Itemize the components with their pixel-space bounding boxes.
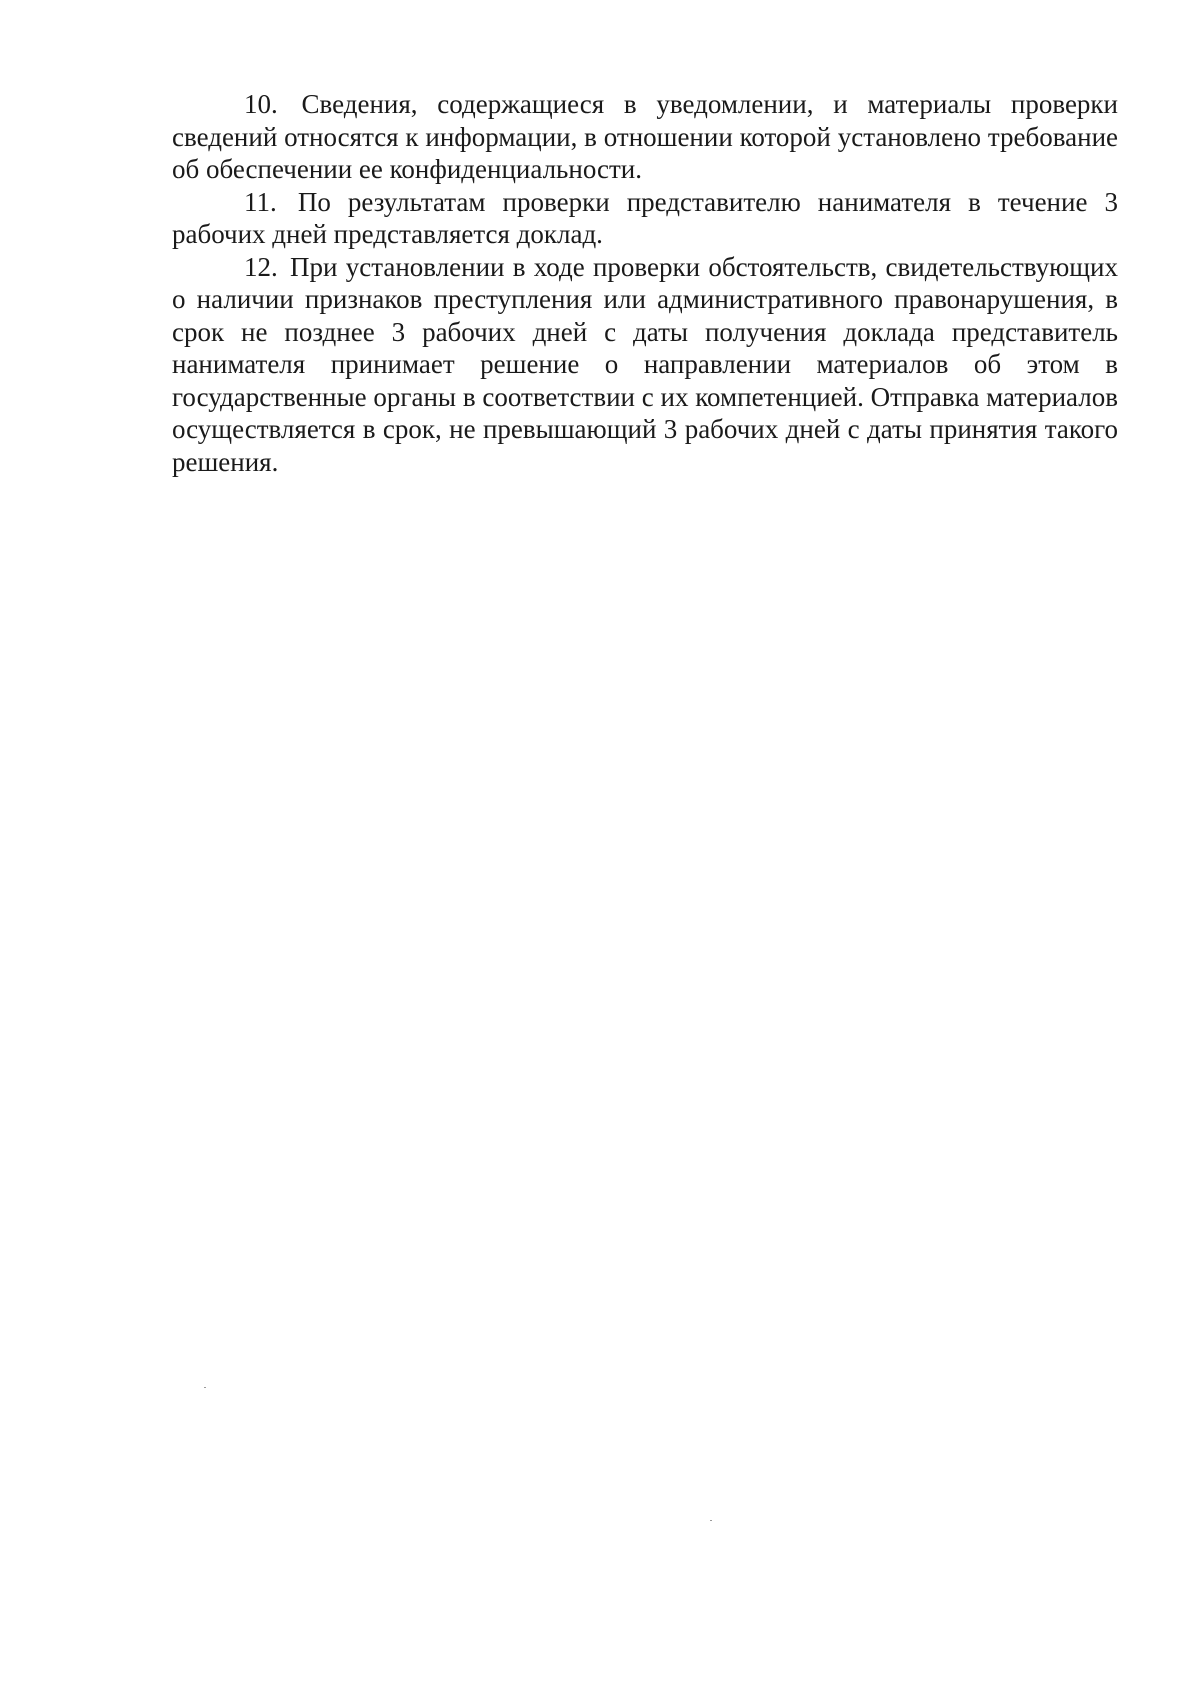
paragraph-number: 10.: [244, 89, 278, 119]
paragraph-11: [172, 186, 1118, 251]
document-body: [172, 88, 1118, 478]
paragraph-text: По результатам проверки представителю нанимателя в течение 3 рабочих дней представляется доклад.: [172, 186, 1119, 249]
scan-speck: [204, 1387, 206, 1388]
paragraph-text: Сведения, содержащиеся в уведомлении, и материалы проверки сведений относятся к информации, в отношении которой установлено требование об обеспечении ее конфиденциальности.: [172, 89, 1118, 184]
paragraph-10: [172, 88, 1118, 186]
paragraph-number: 11.: [244, 186, 277, 217]
scan-speck: [710, 1520, 712, 1521]
paragraph-text: При установлении в ходе проверки обстоятельств, свидетельствующих о наличии признаков преступления или административного правонарушения, в срок не позднее 3 рабочих дней с даты получения доклада представитель нанимателя принимает решение о направлении материалов об этом в государственные органы в соответствии с их компетенцией. Отправка материалов осуществляется в срок, не превышающий 3 рабочих дней с даты принятия такого решения.: [172, 251, 1119, 477]
paragraph-number: 12.: [244, 251, 278, 282]
paragraph-12: [172, 251, 1118, 479]
